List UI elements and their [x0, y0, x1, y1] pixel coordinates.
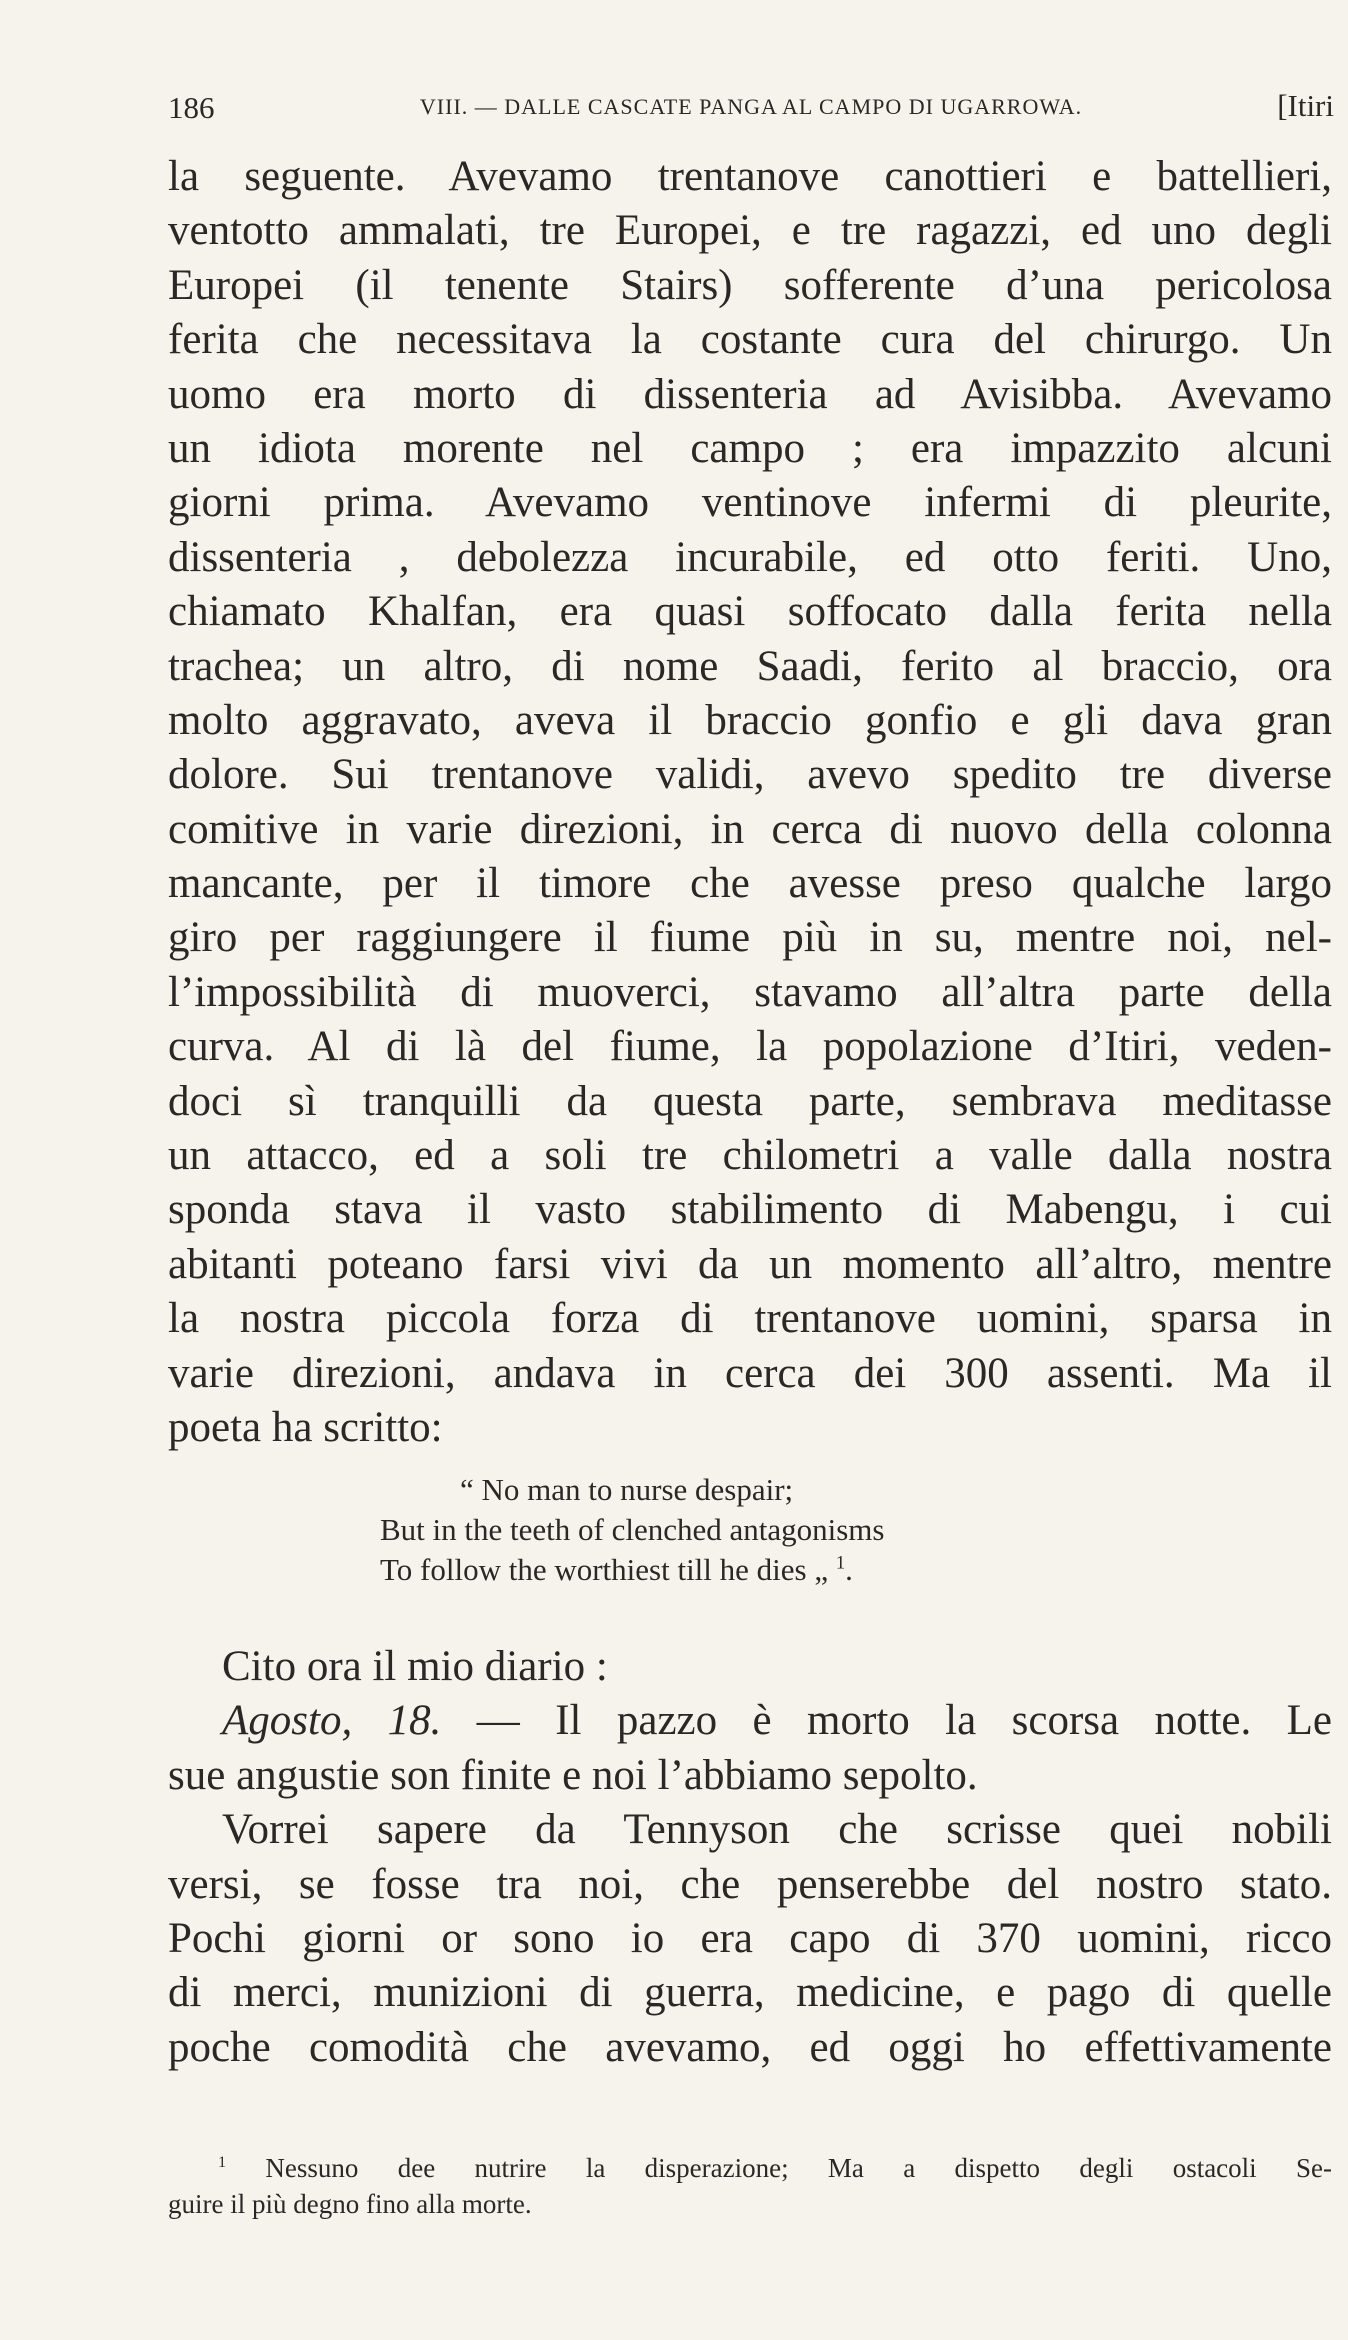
paragraph-main [168, 150, 1332, 1455]
text-line: la seguente. Avevamo trentanove canottieri e battellieri, [168, 153, 1332, 200]
poem-line-text: To follow the worthiest till he dies „ [380, 1552, 836, 1587]
footnote [168, 2150, 1332, 2222]
text-line: chiamato Khalfan, era quasi soffocato dalla ferita nella [168, 588, 1332, 636]
text-line: Europei (il tenente Stairs) sofferente d’una pericolosa [168, 261, 1332, 309]
text-line: uomo era morto di dissenteria ad Avisibba. Avevamo [168, 370, 1332, 418]
text-line: di merci, munizioni di guerra, medicine, e pago di quelle [168, 1969, 1332, 2017]
text-line: comitive in varie direzioni, in cerca di nuovo della colonna [168, 805, 1332, 853]
page-header [168, 84, 1334, 128]
text-line: abitanti poteano farsi vivi da un momento all’altro, mentre [168, 1240, 1332, 1288]
text-line: mancante, per il timore che avesse preso qualche largo [168, 860, 1332, 908]
text-line: Pochi giorni or sono io era capo di 370 uomini, ricco [168, 1914, 1332, 1962]
text-line: giorni prima. Avevamo ventinove infermi di pleurite, [168, 479, 1332, 527]
poem-line-last [380, 1550, 884, 1590]
footnote-text: Nessuno dee nutrire la disperazione; Ma a dispetto degli ostacoli Se- [265, 2153, 1332, 2183]
footnote-line: guire il più degno fino alla morte. [168, 2189, 532, 2219]
diary-entry-line [168, 1694, 1332, 1748]
diary-date: Agosto, 18. [222, 1697, 442, 1745]
running-right-heading: [Itiri [1277, 88, 1334, 123]
text-line: poche comodità che avevamo, ed oggi ho effettivamente [168, 2023, 1332, 2071]
text-line: la nostra piccola forza di trentanove uomini, sparsa in [168, 1295, 1332, 1343]
page-number: 186 [168, 90, 215, 125]
text-line: curva. Al di là del fiume, la popolazione d’Itiri, veden- [168, 1023, 1332, 1071]
poem-line-end: . [845, 1552, 853, 1587]
text-line: sponda stava il vasto stabilimento di Mabengu, i cui [168, 1186, 1332, 1234]
text-line: dolore. Sui trentanove validi, avevo spedito tre diverse [168, 751, 1332, 799]
text-line: un idiota morente nel campo ; era impazzito alcuni [168, 424, 1332, 472]
diary-entry-text: — Il pazzo è morto la scorsa notte. Le [441, 1697, 1332, 1745]
text-line: trachea; un altro, di nome Saadi, ferito al braccio, ora [168, 642, 1332, 690]
text-line: giro per raggiungere il fiume più in su, mentre noi, nel- [168, 914, 1332, 962]
footnote-line [168, 2150, 1332, 2186]
text-line: varie direzioni, andava in cerca dei 300 assenti. Ma il [168, 1349, 1332, 1397]
text-line: ventotto ammalati, tre Europei, e tre ragazzi, ed uno degli [168, 207, 1332, 255]
footnote-marker: 1 [218, 2153, 227, 2171]
text-line: l’impossibilità di muoverci, stavamo all’altra parte della [168, 968, 1332, 1016]
text-line: Vorrei sapere da Tennyson che scrisse quei nobili [222, 1806, 1332, 1854]
poem-line: “ No man to nurse despair; [460, 1472, 794, 1507]
diary-section [168, 1640, 1332, 2075]
running-title: VIII. — DALLE CASCATE PANGA AL CAMPO DI UGARROWA. [419, 94, 1083, 119]
text-line: ferita che necessitava la costante cura del chirurgo. Un [168, 316, 1332, 364]
text-line: un attacco, ed a soli tre chilometri a valle dalla nostra [168, 1132, 1332, 1180]
text-line: Cito ora il mio diario : [222, 1643, 608, 1690]
text-line: molto aggravato, aveva il braccio gonfio e gli dava gran [168, 696, 1332, 744]
text-line: poeta ha scritto: [168, 1403, 443, 1451]
text-line: versi, se fosse tra noi, che penserebbe del nostro stato. [168, 1860, 1332, 1908]
text-line: dissenteria , debolezza incurabile, ed otto feriti. Uno, [168, 533, 1332, 581]
text-line: sue angustie son finite e noi l’abbiamo sepolto. [168, 1751, 978, 1799]
text-line: doci sì tranquilli da questa parte, sembrava meditasse [168, 1077, 1332, 1125]
footnote-reference: 1 [835, 1552, 846, 1574]
poem-quote [380, 1470, 884, 1590]
poem-line: But in the teeth of clenched antagonisms [380, 1512, 885, 1547]
